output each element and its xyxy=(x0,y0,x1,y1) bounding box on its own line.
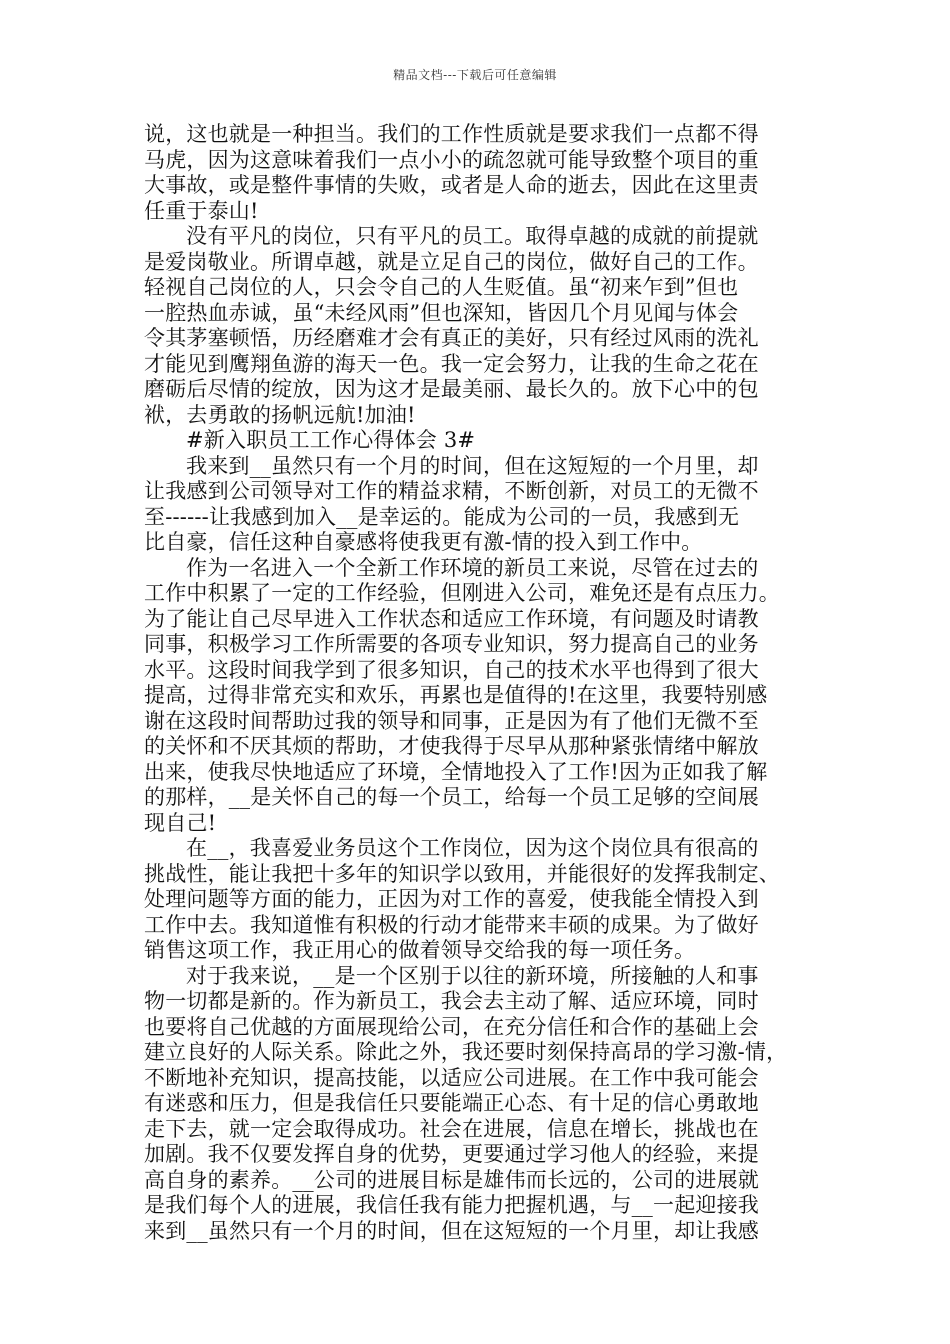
text-line: 现自己! xyxy=(144,810,217,835)
text-line: 说，这也就是一种担当。我们的工作性质就是要求我们一点都不得 xyxy=(144,122,759,146)
text-line: 一腔热血赤诚，虽“未经风雨”但也深知，皆因几个月见闻与体会 xyxy=(144,300,739,325)
text-line: 大事故，或是整件事情的失败，或者是人命的逝去，因此在这里责 xyxy=(144,173,759,197)
text-line: 为了能让自己尽早进入工作状态和适应工作环境，有问题及时请教 xyxy=(144,606,759,631)
text-line: #新入职员工工作心得体会 3# xyxy=(186,428,476,452)
text-line: 出来，使我尽快地适应了环境，全情地投入了工作!因为正如我了解 xyxy=(144,759,768,784)
text-line: 至------让我感到加入__是幸运的。能成为公司的一员，我感到无 xyxy=(144,504,740,529)
text-line: 物一切都是新的。作为新员工，我会去主动了解、适应环境，同时 xyxy=(144,989,759,1013)
text-line: 让我感到公司领导对工作的精益求精，不断创新，对员工的无微不 xyxy=(144,479,759,503)
text-line: 提高，过得非常充实和欢乐，再累也是值得的!在这里，我要特别感 xyxy=(144,683,768,707)
text-line: 磨砺后尽情的绽放，因为这才是最美丽、最长久的。放下心中的包 xyxy=(144,377,759,401)
text-line: 也要将自己优越的方面展现给公司，在充分信任和合作的基础上会 xyxy=(144,1014,759,1039)
text-line: 作为一名进入一个全新工作环境的新员工来说，尽管在过去的 xyxy=(186,555,759,580)
text-line: 才能见到鹰翔鱼游的海天一色。我一定会努力，让我的生命之花在 xyxy=(144,351,759,376)
text-line: 的关怀和不厌其烦的帮助，才使我得于尽早从那种紧张情绪中解放 xyxy=(144,734,759,758)
text-line: 挑战性，能让我把十多年的知识学以致用，并能很好的发挥我制定、 xyxy=(144,861,780,886)
text-line: 工作中积累了一定的工作经验，但刚进入公司，难免还是有点压力。 xyxy=(144,581,780,605)
text-line: 令其茅塞顿悟，历经磨难才会有真正的美好，只有经过风雨的洗礼 xyxy=(144,326,759,350)
text-line: 销售这项工作，我正用心的做着领导交给我的每一项任务。 xyxy=(144,938,696,962)
text-line: 工作中去。我知道惟有积极的行动才能带来丰硕的成果。为了做好 xyxy=(144,912,759,937)
text-line: 来到__虽然只有一个月的时间，但在这短短的一个月里，却让我感 xyxy=(144,1218,759,1243)
text-line: 水平。这段时间我学到了很多知识，自己的技术水平也得到了很大 xyxy=(144,657,759,682)
text-line: 袱，去勇敢的扬帆远航!加油! xyxy=(144,402,416,427)
text-line: 的那样，__是关怀自己的每一个员工，给每一个员工足够的空间展 xyxy=(144,785,759,809)
text-line: 我来到__虽然只有一个月的时间，但在这短短的一个月里，却 xyxy=(186,453,759,478)
page-header: 精品文档---下载后可任意编辑 xyxy=(393,68,557,82)
text-line: 马虎，因为这意味着我们一点小小的疏忽就可能导致整个项目的重 xyxy=(144,147,759,172)
text-line: 走下去，就一定会取得成功。社会在进展，信息在增长，挑战也在 xyxy=(144,1116,759,1141)
text-line: 是爱岗敬业。所谓卓越，就是立足自己的岗位，做好自己的工作。 xyxy=(144,249,759,274)
text-line: 不断地补充知识，提高技能，以适应公司进展。在工作中我可能会 xyxy=(144,1065,759,1090)
text-line: 谢在这段时间帮助过我的领导和同事，正是因为有了他们无微不至 xyxy=(144,708,759,733)
text-line: 建立良好的人际关系。除此之外，我还要时刻保持高昂的学习激-情， xyxy=(144,1040,788,1064)
text-line: 在__，我喜爱业务员这个工作岗位，因为这个岗位具有很高的 xyxy=(186,836,759,860)
text-line: 没有平凡的岗位，只有平凡的员工。取得卓越的成就的前提就 xyxy=(186,224,759,248)
text-line: 加剧。我不仅要发挥自身的优势，更要通过学习他人的经验，来提 xyxy=(144,1142,759,1166)
text-line: 任重于泰山! xyxy=(144,198,259,223)
text-line: 对于我来说，__是一个区别于以往的新环境，所接触的人和事 xyxy=(186,963,759,988)
text-line: 同事，积极学习工作所需要的各项专业知识，努力提高自己的业务 xyxy=(144,632,759,656)
text-line: 比自豪，信任这种自豪感将使我更有激-情的投入到工作中。 xyxy=(144,530,703,554)
text-line: 有迷惑和压力，但是我信任只要能端正心态、有十足的信心勇敢地 xyxy=(144,1091,759,1115)
document-body xyxy=(144,122,818,1244)
text-line: 高自身的素养。__公司的进展目标是雄伟而长远的，公司的进展就 xyxy=(144,1167,759,1192)
text-line: 处理问题等方面的能力，正因为对工作的喜爱，使我能全情投入到 xyxy=(144,887,759,911)
text-line: 轻视自己岗位的人，只会令自己的人生贬值。虽“初来乍到”但也 xyxy=(144,275,739,299)
text-line: 是我们每个人的进展，我信任我有能力把握机遇，与__一起迎接我 xyxy=(144,1193,759,1217)
